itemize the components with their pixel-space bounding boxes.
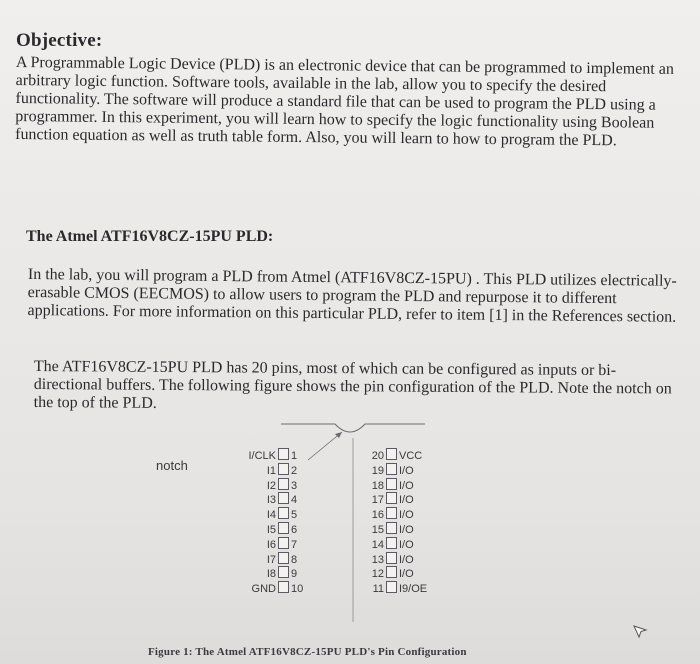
pin-number: 1 [291,450,298,462]
pin-number: 7 [291,538,298,551]
pin-name: VCC [399,450,423,462]
pin-name: I5 [266,524,276,536]
pin-name: I/O [399,494,414,507]
pin-number: 13 [371,553,384,566]
left-pin-row [230,463,350,477]
pin-box [386,463,397,475]
objective-heading: Objective: [16,30,103,51]
pin-box [386,507,397,519]
right-pin-row [350,507,470,521]
pin-number: 20 [371,450,384,462]
pin-name: I/O [399,568,414,581]
right-pin-row [350,448,470,462]
right-pin-row [350,581,470,595]
pin-box [278,522,289,534]
pin-number: 17 [371,494,384,507]
left-pin-row [230,537,350,551]
pin-name: I3 [266,494,276,507]
pin-name: I/O [399,479,414,492]
pin-number: 14 [371,538,384,551]
pin-number: 3 [291,479,298,492]
section-title: The Atmel ATF16V8CZ-15PU PLD: [26,228,274,245]
left-pin-row [230,492,350,506]
pin-number: 8 [291,553,298,566]
section-paragraph-1: In the lab, you will program a PLD from Atmel (ATF16V8CZ-15PU) . This PLD utilizes electrically-erasable CMOS (EECMOS) to allow users to program the PLD and repurpose it to different applications. For more information on this particular PLD, refer to item [1] in the References section. [27,266,677,326]
pin-name: I4 [266,509,276,522]
pin-box [278,448,289,460]
pin-name: I/CLK [248,450,276,462]
pin-name: I9/OE [399,583,428,596]
left-pin-row [230,507,350,521]
pin-number: 18 [371,479,384,492]
pin-box [386,478,397,490]
right-pin-row [350,537,470,551]
mouse-cursor-icon [632,622,650,640]
pin-number: 10 [291,583,304,596]
right-pin-row [350,522,470,536]
figure-caption: Figure 1: The Atmel ATF16V8CZ-15PU PLD's Pin Configuration [148,646,467,658]
left-pin-row [230,448,350,462]
pin-box [386,581,397,593]
section-paragraph-2: The ATF16V8CZ-15PU PLD has 20 pins, most of which can be configured as inputs or bi-directional buffers. The following figure shows the pin configuration of the PLD. Note the notch on the top of the PLD. [33,358,672,412]
objective-paragraph: A Programmable Logic Device (PLD) is an electronic device that can be programmed to implement an arbitrary logic function. Software tools, available in the lab, allow you to specify the desired functionality. The software will produce a standard file that can be used to program the PLD using a programmer. In this experiment, you will learn how to specify the logic functionality using Boolean function equation as well as truth table form. Also, you will learn to how to program the PLD. [15,54,674,150]
pin-number: 15 [371,524,384,536]
pin-number: 6 [291,524,298,536]
pin-box [386,448,397,460]
pin-number: 19 [371,464,384,477]
pin-number: 16 [371,509,384,522]
pin-box [278,492,289,504]
right-pin-row [350,566,470,580]
left-pin-row [230,581,350,595]
pin-box [278,463,289,475]
pin-name: I/O [399,524,414,536]
pin-box [386,552,397,564]
right-pin-row [350,492,470,506]
left-pin-row [230,522,350,536]
pin-number: 12 [371,568,384,581]
pin-name: GND [251,583,276,596]
pin-name: I/O [399,553,414,566]
pin-box [278,552,289,564]
right-pin-row [350,552,470,566]
notch-label: notch [156,458,188,473]
pin-box [386,566,397,578]
pin-configuration-figure [150,418,510,628]
right-pin-row [350,463,470,477]
pin-box [386,522,397,534]
pin-name: I7 [266,553,276,566]
pin-number: 2 [291,464,298,477]
pin-number: 11 [372,583,384,596]
pin-number: 5 [291,509,298,522]
pin-box [386,537,397,549]
left-pin-row [230,566,350,580]
pin-box [278,478,289,490]
pin-number: 9 [291,568,298,581]
right-pin-row [350,478,470,492]
left-pin-row [230,478,350,492]
pin-name: I2 [266,479,276,492]
pin-name: I8 [266,568,276,581]
pin-box [278,581,289,593]
pin-box [278,537,289,549]
left-pin-row [230,552,350,566]
pin-box [386,492,397,504]
pin-name: I6 [266,538,276,551]
pin-name: I1 [266,464,276,477]
pin-box [278,566,289,578]
pin-name: I/O [399,464,414,477]
pin-number: 4 [291,494,298,507]
pin-box [278,507,289,519]
pin-name: I/O [399,538,414,551]
pin-name: I/O [399,509,414,522]
